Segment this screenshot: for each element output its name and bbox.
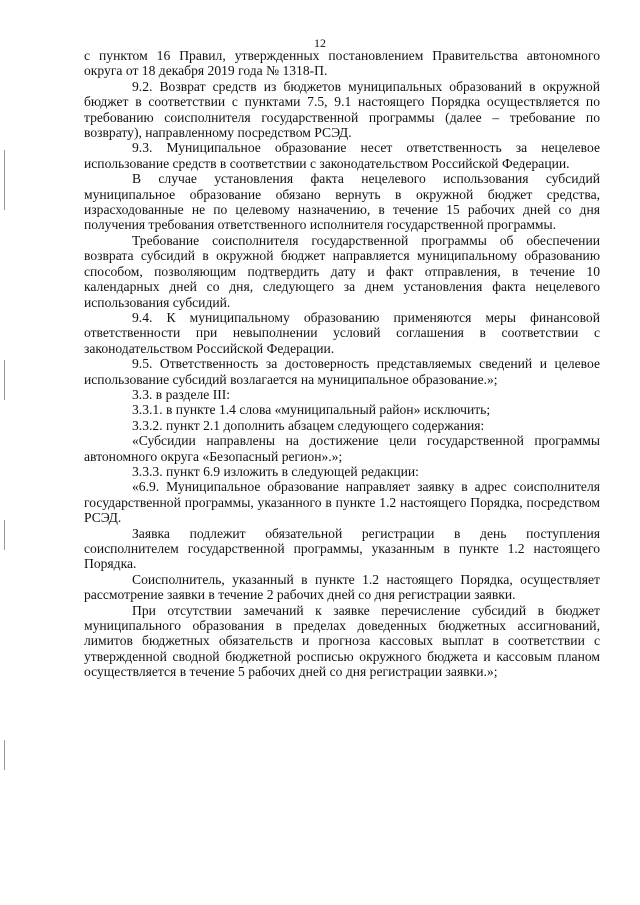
scan-edge-mark xyxy=(4,360,5,400)
paragraph: Соисполнитель, указанный в пункте 1.2 настоящего Порядка, осуществляет рассмотрение заявки в течение 2 рабочих дней со дня регистрации заявки. xyxy=(84,571,600,603)
paragraph: 9.3. Муниципальное образование несет ответственность за нецелевое использование средств в соответствии с законодательством Российской Федерации. xyxy=(84,140,600,171)
paragraph: В случае установления факта нецелевого использования субсидий муниципальное образование обязано вернуть в окружной бюджет средства, израсходованные не по целевому назначению, в течение 15 рабочих дней со дня получения требования ответственного исполнителя государственной программы. xyxy=(84,171,600,233)
paragraph: с пунктом 16 Правил, утвержденных постановлением Правительства автономного округа от 18 декабря 2019 года № 1318-П. xyxy=(84,48,600,79)
paragraph: 3.3.2. пункт 2.1 дополнить абзацем следующего содержания: xyxy=(132,417,485,433)
document-body xyxy=(84,48,600,680)
scan-edge-mark xyxy=(4,520,5,550)
paragraph: Заявка подлежит обязательной регистрации в день поступления соисполнителем государственной программы, указанным в пункте 1.2 настоящего Порядка. xyxy=(84,525,600,572)
paragraph: 9.5. Ответственность за достоверность представляемых сведений и целевое использование субсидий возлагается на муниципальное образование.»; xyxy=(84,356,600,387)
paragraph: 3.3. в разделе III: xyxy=(132,386,231,402)
paragraph: При отсутствии замечаний к заявке перечисление субсидий в бюджет муниципального образования в пределах доведенных бюджетных ассигнований, лимитов бюджетных обязательств и прогноза кассовых выплат в соответствии с утвержденной сводной бюджетной росписью окружного бюджета и кассовым планом осуществляется в течение 5 рабочих дней со дня регистрации заявки.»; xyxy=(84,602,600,680)
paragraph: Требование соисполнителя государственной программы об обеспечении возврата субсидий в окружной бюджет направляется муниципальному образованию способом, позволяющим подтвердить дату и факт отправления, в течение 10 календарных дней со дня, следующего за днем установления факта нецелевого использования субсидий. xyxy=(84,232,600,310)
scan-edge-mark xyxy=(4,740,5,770)
paragraph: 9.2. Возврат средств из бюджетов муниципальных образований в окружной бюджет в соответствии с пунктами 7.5, 9.1 настоящего Порядка осуществляется по требованию соисполнителя государственной программы (далее – требование по возврату), направленному посредством РСЭД. xyxy=(84,78,600,141)
paragraph: 3.3.1. в пункте 1.4 слова «муниципальный район» исключить; xyxy=(132,402,491,418)
paragraph: «Субсидии направлены на достижение цели государственной программы автономного округа «Безопасный регион».»; xyxy=(84,433,600,464)
page-number: 12 xyxy=(314,36,326,50)
paragraph: 9.4. К муниципальному образованию применяются меры финансовой ответственности при невыполнении условий соглашения в соответствии с законодательством Российской Федерации. xyxy=(84,309,600,356)
paragraph: «6.9. Муниципальное образование направляет заявку в адрес соисполнителя государственной программы, указанного в пункте 1.2 настоящего Порядка, посредством РСЭД. xyxy=(84,479,600,526)
paragraph: 3.3.3. пункт 6.9 изложить в следующей редакции: xyxy=(132,463,419,479)
scan-edge-mark xyxy=(4,150,5,210)
